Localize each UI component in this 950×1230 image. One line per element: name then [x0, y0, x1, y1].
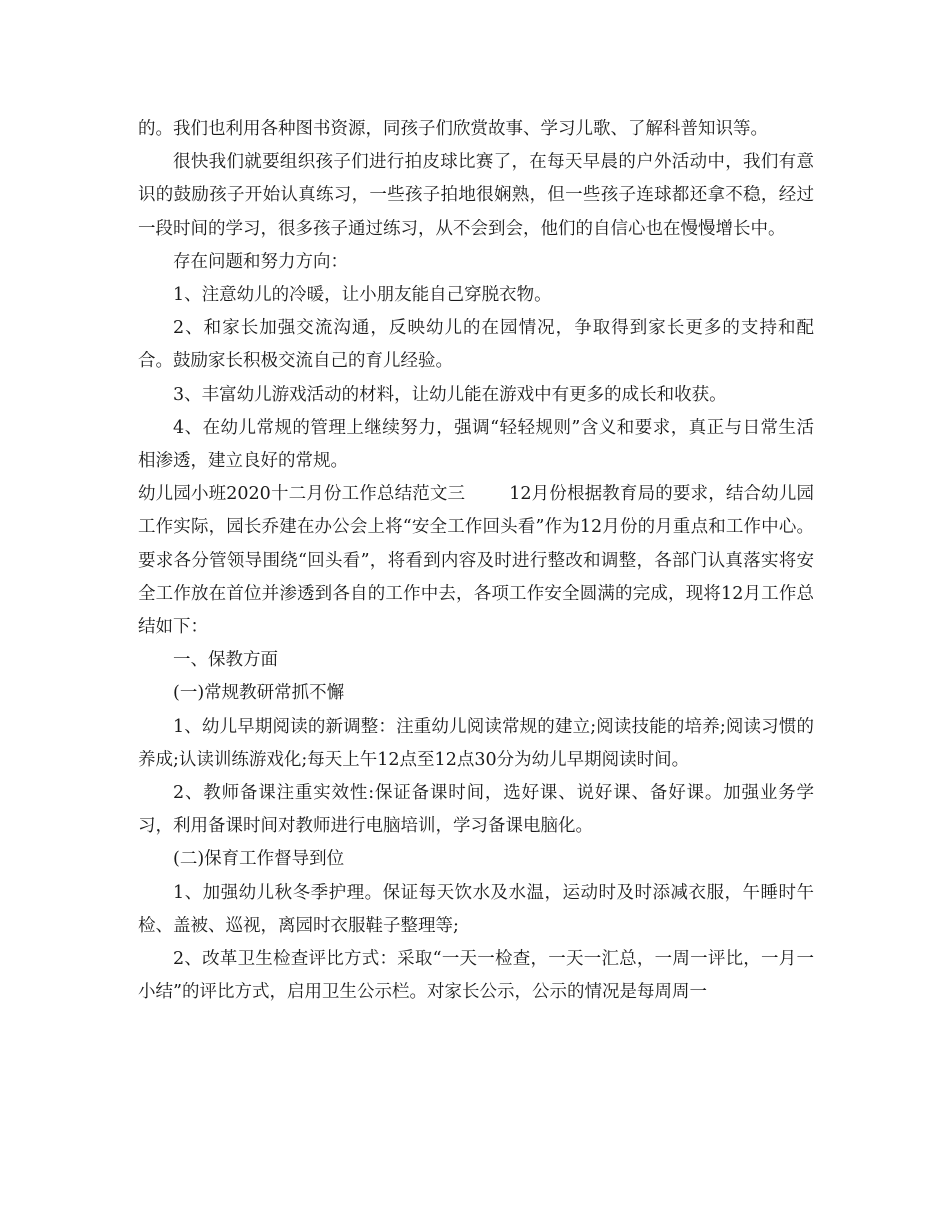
section-body: 12月份根据教育局的要求，结合幼儿园工作实际，园长乔建在办公会上将“安全工作回头看”作为12月份的月重点和工作中心。要求各分管领导围绕“回头看”，将看到内容及时进行整改和调整，各部门认真落实将安全工作放在首位并渗透到各自的工作中去，各项工作安全圆满的完成，现将12月工作总结如下： [138, 484, 814, 638]
paragraph-routine-research: (一)常规教研常抓不懈 [173, 683, 345, 704]
paragraph-lesson-prep: 2、教师备课注重实效性:保证备课时间，选好课、说好课、备好课。加强业务学习，利用备课时间对教师进行电脑培训，学习备课电脑化。 [138, 783, 814, 837]
paragraph-continuation: 的。我们也利用各种图书资源，同孩子们欣赏故事、学习儿歌、了解科普知识等。 [138, 119, 768, 139]
paragraph-item-2: 2、和家长加强交流沟通，反映幼儿的在园情况，争取得到家长更多的支持和配合。鼓励家长积极交流自己的育儿经验。 [138, 318, 814, 372]
paragraph-item-1: 1、注意幼儿的冷暖，让小朋友能自己穿脱衣物。 [173, 285, 552, 306]
paragraph-care-supervision: (二)保育工作督导到位 [173, 849, 345, 870]
paragraph-item-3: 3、丰富幼儿游戏活动的材料，让幼儿能在游戏中有更多的成长和收获。 [173, 384, 727, 405]
section-heading: 幼儿园小班2020十二月份工作总结范文三 [138, 484, 466, 505]
paragraph-problems-heading: 存在问题和努力方向： [173, 251, 348, 272]
paragraph-hygiene-check: 2、改革卫生检查评比方式：采取“一天一检查，一天一汇总，一周一评比，一月一小结”的评比方式，启用卫生公示栏。对家长公示，公示的情况是每周周一 [138, 949, 814, 1003]
document-page [138, 113, 814, 1009]
paragraph-ball-game: 很快我们就要组织孩子们进行拍皮球比赛了，在每天早晨的户外活动中，我们有意识的鼓励孩子开始认真练习，一些孩子拍地很娴熟，但一些孩子连球都还拿不稳，经过一段时间的学习，很多孩子通过练习，从不会到会，他们的自信心也在慢慢增长中。 [138, 152, 814, 239]
paragraph-section-three [138, 478, 814, 644]
paragraph-winter-care: 1、加强幼儿秋冬季护理。保证每天饮水及水温，运动时及时添减衣服，午睡时午检、盖被、巡视，离园时衣服鞋子整理等; [138, 882, 814, 936]
paragraph-care-education: 一、保教方面 [173, 650, 278, 671]
paragraph-early-reading: 1、幼儿早期阅读的新调整：注重幼儿阅读常规的建立;阅读技能的培养;阅读习惯的养成;认读训练游戏化;每天上午12点至12点30分为幼儿早期阅读时间。 [138, 716, 814, 770]
paragraph-item-4: 4、在幼儿常规的管理上继续努力，强调“轻轻规则”含义和要求，真正与日常生活相渗透，建立良好的常规。 [138, 417, 814, 472]
